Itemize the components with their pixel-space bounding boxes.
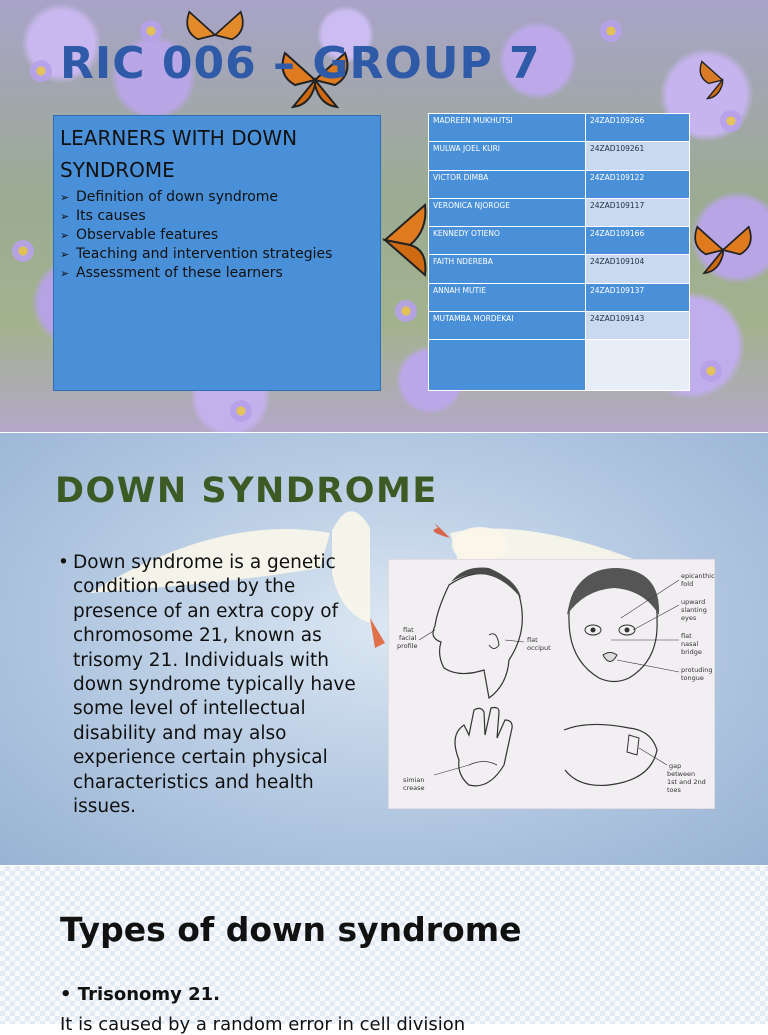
slide-title: DOWN SYNDROME: [55, 471, 438, 511]
member-reg-number: 24ZAD109261: [586, 142, 690, 170]
member-name: VERONICA NJOROGE: [429, 198, 586, 226]
flower-icon: [30, 60, 52, 82]
figure-label: protuding: [681, 666, 713, 674]
member-name: MUTAMBA MORDEKAI: [429, 312, 586, 340]
flower-icon: [230, 400, 252, 422]
slide-2: [0, 433, 768, 865]
member-reg-number: 24ZAD109166: [586, 227, 690, 255]
butterfly-icon: [695, 50, 750, 110]
body-text: [58, 551, 378, 819]
bullet-icon: •: [58, 552, 69, 573]
member-reg-number: 24ZAD109137: [586, 283, 690, 311]
member-reg-number: 24ZAD109143: [586, 312, 690, 340]
figure-label: profile: [397, 642, 418, 650]
butterfly-icon: [380, 200, 430, 280]
topic-label: Teaching and intervention strategies: [76, 246, 333, 262]
list-item: [60, 226, 374, 245]
arrow-bullet-icon: ➢: [60, 210, 70, 223]
topic-label: Assessment of these learners: [76, 265, 283, 281]
body-text: It is caused by a random error in cell division: [60, 1014, 466, 1035]
topics-heading: LEARNERS WITH DOWN SYNDROME: [60, 126, 298, 182]
arrow-bullet-icon: ➢: [60, 229, 70, 242]
table-row: [429, 114, 690, 142]
table-row: [429, 198, 690, 226]
slide-title: Types of down syndrome: [60, 910, 522, 949]
table-row: [429, 340, 690, 391]
figure-label: upward: [681, 598, 706, 606]
topic-label: Its causes: [76, 208, 146, 224]
topics-list: [60, 188, 374, 283]
figure-label: flat: [527, 636, 538, 644]
table-row: [429, 142, 690, 170]
figure-label: 1st and 2nd: [667, 778, 706, 786]
figure-label: facial: [399, 634, 417, 642]
figure-label: gap: [669, 762, 682, 770]
butterfly-icon: [688, 220, 758, 280]
flower-icon: [600, 20, 622, 42]
list-item: [60, 264, 374, 283]
flower-icon: [12, 240, 34, 262]
figure-label: tongue: [681, 674, 704, 682]
members-table: [428, 113, 690, 391]
arrow-bullet-icon: ➢: [60, 248, 70, 261]
list-item: [60, 245, 374, 264]
figure-label: between: [667, 770, 696, 778]
figure-label: epicanthic: [681, 572, 715, 580]
list-item: [60, 188, 374, 207]
member-name: FAITH NDEREBA: [429, 255, 586, 283]
figure-label: flat: [681, 632, 692, 640]
flower-icon: [700, 360, 722, 382]
topic-label: Definition of down syndrome: [76, 189, 279, 205]
member-reg-number: 24ZAD109122: [586, 170, 690, 198]
slide-1: [0, 0, 768, 432]
empty-cell: [429, 340, 586, 391]
flower-icon: [720, 110, 742, 132]
figure-label: crease: [403, 784, 425, 792]
slide-3: [0, 866, 768, 1035]
member-name: MULWA JOEL KURI: [429, 142, 586, 170]
figure-label: occiput: [527, 644, 551, 652]
table-row: [429, 255, 690, 283]
table-row: [429, 227, 690, 255]
topic-label: Observable features: [76, 227, 219, 243]
member-reg-number: 24ZAD109104: [586, 255, 690, 283]
member-reg-number: 24ZAD109266: [586, 114, 690, 142]
table-row: [429, 312, 690, 340]
body-paragraph: Down syndrome is a genetic condition caused by the presence of an extra copy of chromosome 21, known as trisomy 21. Individuals with down syndrome typically have some level of intellectual disability and may also experience certain physical characteristics and health issues.: [73, 552, 356, 818]
topics-box: [53, 115, 381, 391]
member-reg-number: 24ZAD109117: [586, 198, 690, 226]
list-item: [60, 207, 374, 226]
member-name: VICTOR DIMBA: [429, 170, 586, 198]
member-name: KENNEDY OTIENO: [429, 227, 586, 255]
flower-icon: [395, 300, 417, 322]
figure-label: eyes: [681, 614, 697, 622]
features-diagram: [389, 560, 716, 810]
figure-label: fold: [681, 580, 694, 588]
figure-label: bridge: [681, 648, 702, 656]
member-name: ANNAH MUTIE: [429, 283, 586, 311]
figure-label: flat: [403, 626, 414, 634]
slide-title: RIC 006 – GROUP 7: [60, 38, 541, 89]
arrow-bullet-icon: ➢: [60, 191, 70, 204]
figure-label: slanting: [681, 606, 707, 614]
figure-label: simian: [403, 776, 425, 784]
figure-label: toes: [667, 786, 681, 794]
table-row: [429, 170, 690, 198]
member-name: MADREEN MUKHUTSI: [429, 114, 586, 142]
arrow-bullet-icon: ➢: [60, 267, 70, 280]
figure-label: nasal: [681, 640, 699, 648]
down-syndrome-features-illustration: [388, 559, 715, 809]
bullet-item: • Trisonomy 21.: [60, 984, 221, 1005]
empty-cell: [586, 340, 690, 391]
table-row: [429, 283, 690, 311]
